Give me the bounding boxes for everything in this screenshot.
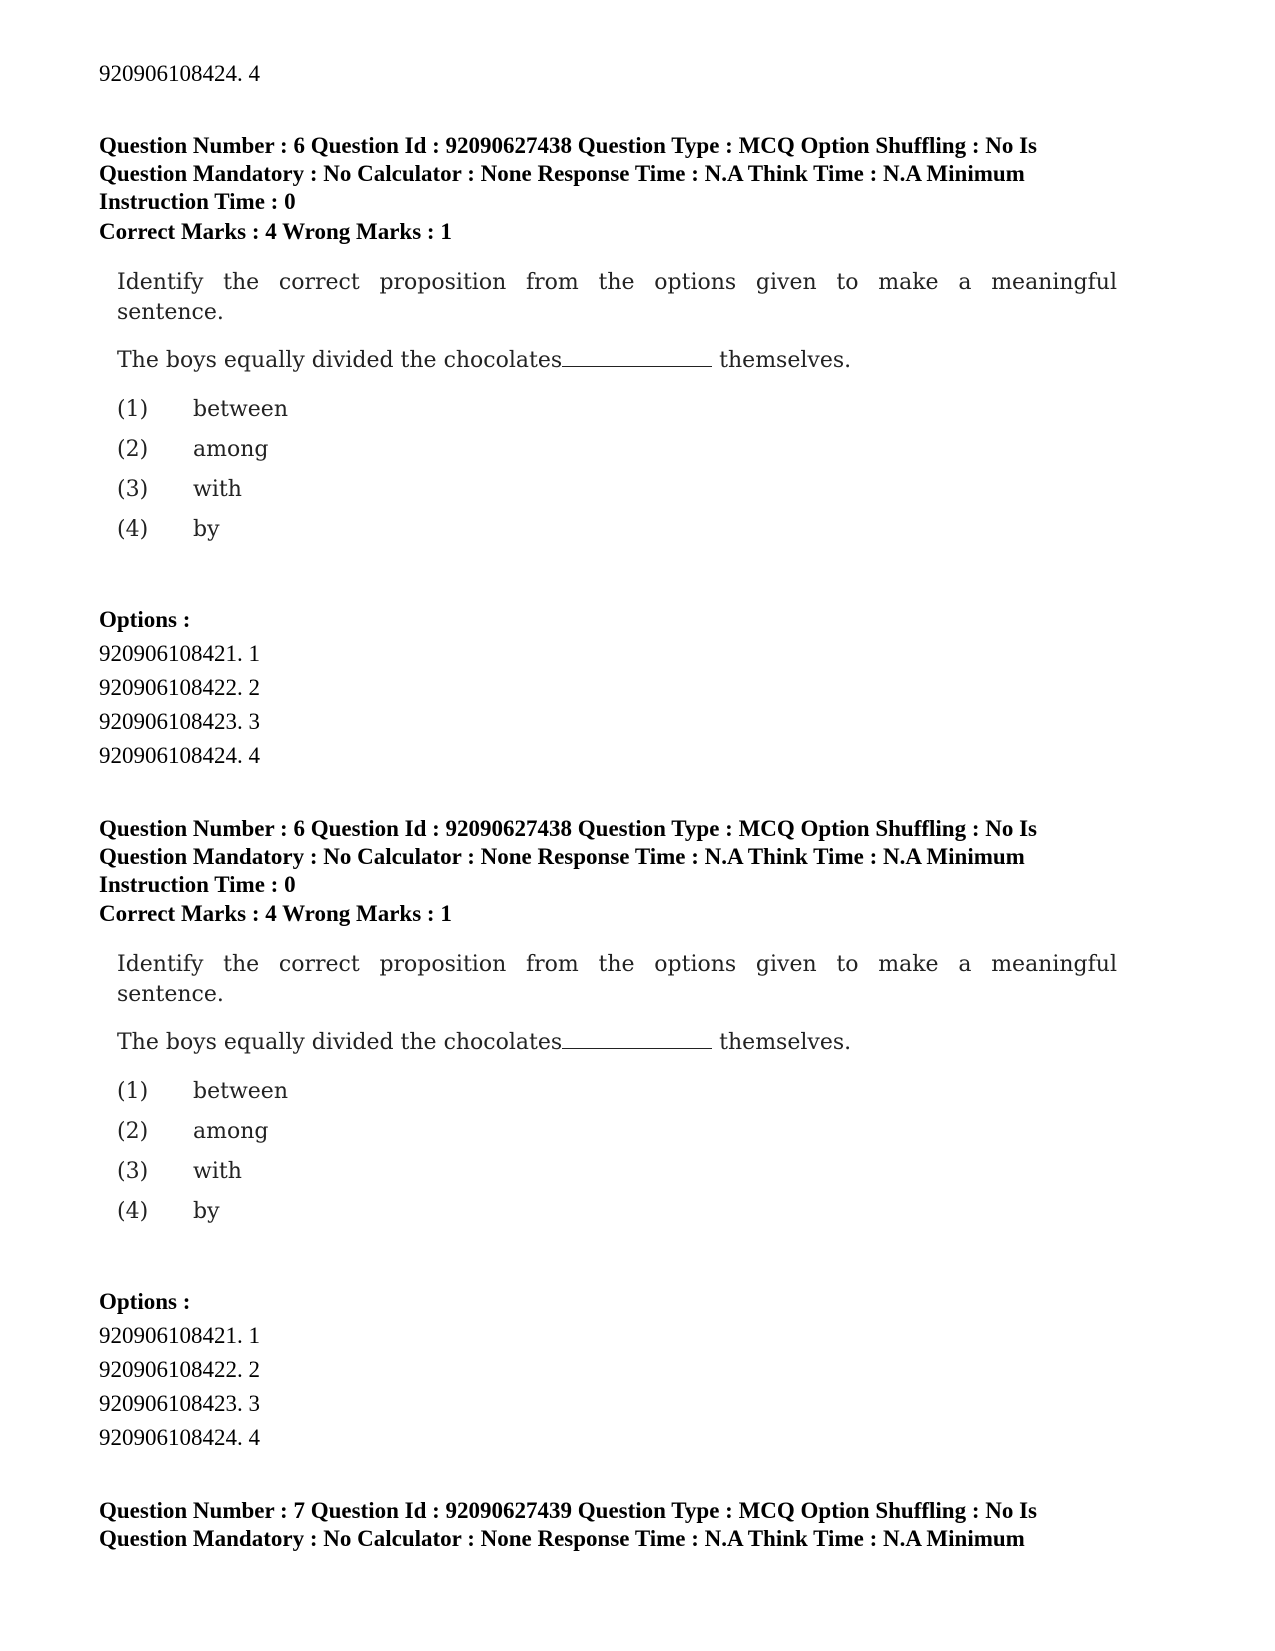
option-id-line: 920906108424. 4 <box>99 1425 260 1450</box>
choice-item <box>117 1112 1117 1152</box>
next-question-meta: Question Number : 7 Question Id : 92090627439 Question Type : MCQ Option Shuffling : No Is Question Mandatory : No Calculator : None Response Time : N.A Think Time : N.A Minimum <box>99 1498 1038 1551</box>
choice-number: (1) <box>117 1079 149 1104</box>
question-stem: Identify the correct proposition from the options given to make a meaningful sentence. <box>117 952 1117 1007</box>
choice-number: (4) <box>117 1199 149 1224</box>
question-body <box>117 950 1117 1232</box>
question-marks: Correct Marks : 4 Wrong Marks : 1 <box>99 219 452 244</box>
choice-list <box>117 1072 1117 1232</box>
option-id-line: 920906108423. 3 <box>99 709 260 734</box>
choice-text: with <box>193 477 242 502</box>
sentence-after: themselves. <box>712 1030 852 1055</box>
choice-item <box>117 510 1117 550</box>
choice-text: among <box>193 1119 269 1144</box>
answer-blank <box>562 1030 712 1049</box>
choice-list <box>117 390 1117 550</box>
question-body <box>117 268 1117 550</box>
choice-number: (2) <box>117 1119 149 1144</box>
sentence-before: The boys equally divided the chocolates <box>117 1030 563 1055</box>
choice-item <box>117 1152 1117 1192</box>
choice-item <box>117 430 1117 470</box>
choice-text: among <box>193 437 269 462</box>
options-label: Options : <box>99 607 191 632</box>
choice-number: (4) <box>117 517 149 542</box>
option-id-line: 920906108421. 1 <box>99 1323 260 1348</box>
choice-text: between <box>193 1079 288 1104</box>
choice-text: between <box>193 397 288 422</box>
option-id-line: 920906108421. 1 <box>99 641 260 666</box>
sentence-after: themselves. <box>712 348 852 373</box>
choice-number: (2) <box>117 437 149 462</box>
choice-item <box>117 390 1117 430</box>
options-label: Options : <box>99 1289 191 1314</box>
choice-text: by <box>193 517 220 542</box>
question-sentence <box>117 1028 1117 1058</box>
question-sentence <box>117 346 1117 376</box>
choice-text: with <box>193 1159 242 1184</box>
choice-text: by <box>193 1199 220 1224</box>
option-id-line: 920906108422. 2 <box>99 1357 260 1382</box>
choice-number: (3) <box>117 1159 149 1184</box>
option-id-line: 920906108422. 2 <box>99 675 260 700</box>
choice-number: (3) <box>117 477 149 502</box>
question-meta: Question Number : 6 Question Id : 92090627438 Question Type : MCQ Option Shuffling : No Is Question Mandatory : No Calculator : None Response Time : N.A Think Time : N.A Minimum Instruction Time : 0 <box>99 816 1038 897</box>
choice-item <box>117 1072 1117 1112</box>
option-id-line: 920906108424. 4 <box>99 743 260 768</box>
question-marks: Correct Marks : 4 Wrong Marks : 1 <box>99 901 452 926</box>
choice-item <box>117 1192 1117 1232</box>
answer-blank <box>562 348 712 367</box>
sentence-before: The boys equally divided the chocolates <box>117 348 563 373</box>
question-stem: Identify the correct proposition from the options given to make a meaningful sentence. <box>117 270 1117 325</box>
previous-option-line: 920906108424. 4 <box>99 61 260 86</box>
choice-item <box>117 470 1117 510</box>
question-meta: Question Number : 6 Question Id : 92090627438 Question Type : MCQ Option Shuffling : No Is Question Mandatory : No Calculator : None Response Time : N.A Think Time : N.A Minimum Instruction Time : 0 <box>99 133 1038 214</box>
option-id-line: 920906108423. 3 <box>99 1391 260 1416</box>
choice-number: (1) <box>117 397 149 422</box>
